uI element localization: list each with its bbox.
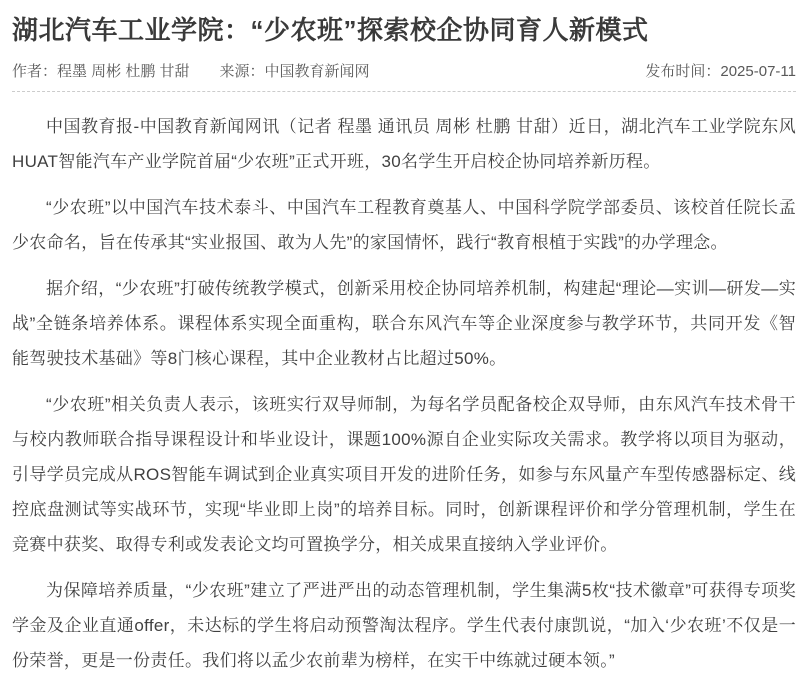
dashed-separator bbox=[12, 91, 796, 92]
author-field bbox=[12, 60, 190, 81]
article-paragraph: 中国教育报-中国教育新闻网讯（记者 程墨 通讯员 周彬 杜鹏 甘甜）近日，湖北汽车工业学院东风HUAT智能汽车产业学院首届“少农班”正式开班，30名学生开启校企协同培养新历程。 bbox=[12, 117, 796, 171]
article-body bbox=[12, 96, 796, 697]
article-paragraph: “少农班”相关负责人表示，该班实行双导师制，为每名学员配备校企双导师，由东风汽车技术骨干与校内教师联合指导课程设计和毕业设计，课题100%源自企业实际攻关需求。教学将以项目为驱动，引导学员完成从ROS智能车调试到企业真实项目开发的进阶任务，如参与东风量产车型传感器标定、线控底盘测试等实战环节，实现“毕业即上岗”的培养目标。同时，创新课程评价和学分管理机制，学生在竞赛中获奖、取得专利或发表论文均可置换学分，相关成果直接纳入学业评价。 bbox=[12, 395, 796, 554]
publish-field bbox=[645, 60, 796, 81]
publish-date: 2025-07-11 bbox=[720, 63, 796, 80]
article-title: 湖北汽车工业学院：“少农班”探索校企协同育人新模式 bbox=[12, 15, 649, 45]
source-name: 中国教育新闻网 bbox=[264, 63, 370, 80]
article-paragraph: 为保障培养质量，“少农班”建立了严进严出的动态管理机制，学生集满5枚“技术徽章”可获得专项奖学金及企业直通offer，未达标的学生将启动预警淘汰程序。学生代表付康凯说，“加入‘少农班’不仅是一份荣誉，更是一份责任。我们将以孟少农前辈为榜样，在实干中练就过硬本领。” bbox=[12, 581, 796, 670]
source-label: 来源： bbox=[219, 63, 265, 80]
meta-left-group bbox=[12, 60, 370, 81]
article-meta-bar bbox=[12, 60, 796, 81]
article-paragraph: 据介绍，“少农班”打破传统教学模式，创新采用校企协同培养机制，构建起“理论—实训—研发—实战”全链条培养体系。课程体系实现全面重构，联合东风汽车等企业深度参与教学环节，共同开发《智能驾驶技术基础》等8门核心课程，其中企业教材占比超过50%。 bbox=[12, 279, 796, 368]
article-paragraph: “少农班”以中国汽车技术泰斗、中国汽车工程教育奠基人、中国科学院学部委员、该校首任院长孟少农命名，旨在传承其“实业报国、敢为人先”的家国情怀，践行“教育根植于实践”的办学理念。 bbox=[12, 198, 796, 252]
source-field bbox=[220, 60, 370, 81]
publish-label: 发布时间： bbox=[645, 63, 721, 80]
author-names: 程墨 周彬 杜鹏 甘甜 bbox=[57, 63, 190, 80]
author-label: 作者： bbox=[12, 63, 58, 80]
